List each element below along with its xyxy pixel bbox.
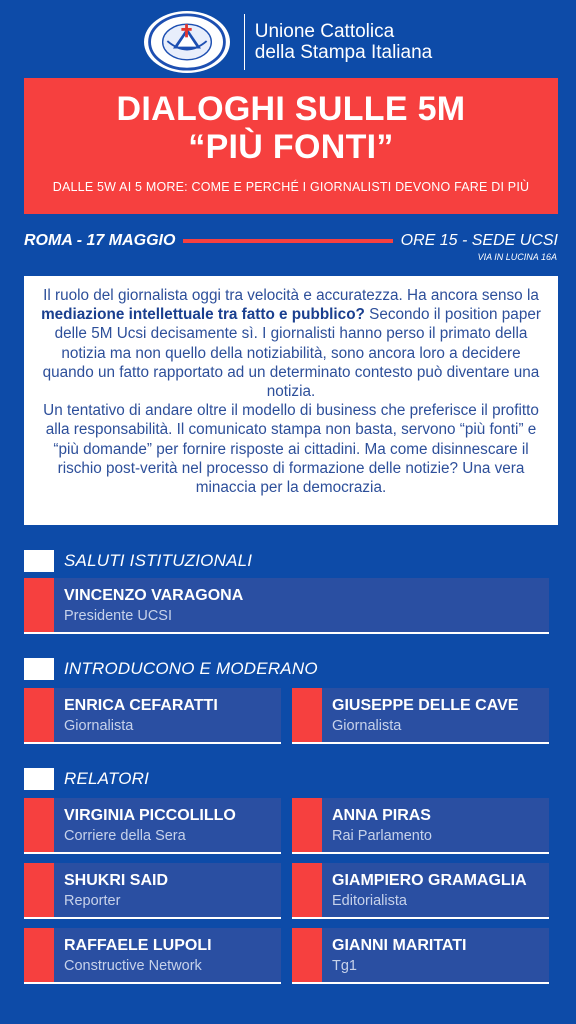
event-address: VIA IN LUCINA 16A (477, 252, 557, 262)
header (0, 10, 576, 74)
header-separator (244, 14, 245, 70)
event-divider-line (183, 239, 392, 243)
org-name-line2: della Stampa Italiana (254, 42, 433, 63)
organization-name (255, 21, 432, 63)
speaker-card (292, 798, 549, 854)
section-marker (24, 658, 54, 680)
card-accent-bar (292, 798, 322, 852)
speaker-card (292, 863, 549, 919)
card-accent-bar (24, 578, 54, 632)
card-accent-bar (292, 863, 322, 917)
card-accent-bar (292, 688, 322, 742)
speaker-role: Giornalista (64, 718, 134, 734)
event-title-line1: DIALOGHI SULLE 5M (116, 90, 466, 128)
section-marker (24, 550, 54, 572)
speaker-card (292, 688, 549, 744)
speaker-name: ENRICA CEFARATTI (64, 697, 218, 714)
card-accent-bar (24, 688, 54, 742)
section-label: SALUTI ISTITUZIONALI (64, 551, 253, 570)
speaker-role: Giornalista (332, 718, 402, 734)
title-banner (24, 78, 558, 214)
speaker-name: RAFFAELE LUPOLI (64, 937, 212, 954)
speaker-role: Reporter (64, 893, 121, 909)
card-body (54, 688, 218, 742)
speaker-role: Tg1 (332, 958, 357, 974)
card-body (322, 928, 467, 982)
description-emphasis: mediazione intellettuale tra fatto e pubblico? (41, 306, 365, 324)
description-paragraph-2: Un tentativo di andare oltre il modello di business che preferisce il profitto alla responsabilità. Il comunicato stampa non basta, servono “più fonti” e “più domande” per fornire risposte ai cittadini. Ma come disinnescare il rischio post-verità nel processo di formazione delle notizie? Una vera minaccia per la democrazia. (43, 402, 539, 497)
card-accent-bar (24, 928, 54, 982)
speaker-role: Editorialista (332, 893, 407, 909)
ucsi-seal-logo-icon (144, 11, 230, 73)
card-accent-bar (24, 798, 54, 852)
card-body (322, 688, 518, 742)
speaker-name: ANNA PIRAS (332, 807, 431, 824)
description-box (24, 276, 558, 525)
event-title-line2: “PIÙ FONTI” (188, 128, 394, 166)
speaker-role: Rai Parlamento (332, 828, 432, 844)
section-moderators (24, 658, 558, 680)
speaker-role: Presidente UCSI (64, 608, 172, 624)
section-label: RELATORI (64, 769, 150, 788)
speaker-name: GIANNI MARITATI (332, 937, 467, 954)
card-body (322, 863, 527, 917)
speaker-card (292, 928, 549, 984)
event-time-place: ORE 15 - SEDE UCSI (400, 232, 558, 249)
description-paragraph-1 (34, 286, 548, 401)
speaker-role: Corriere della Sera (64, 828, 186, 844)
speaker-name: SHUKRI SAID (64, 872, 169, 889)
speaker-card (24, 688, 281, 744)
speaker-card (24, 578, 549, 634)
section-label: INTRODUCONO E MODERANO (64, 659, 318, 678)
card-body (322, 798, 432, 852)
speaker-card (24, 863, 281, 919)
speaker-name: GIUSEPPE DELLE CAVE (332, 697, 519, 714)
description-text: Secondo il position paper delle 5M Ucsi decisamente sì. I giornalisti hanno perso il primato della notizia ma non quello della notiziabilità, sono ancora loro a decidere quando un fatto rapportato ad un determinato contesto può diventare una notizia. (42, 306, 541, 401)
description-text: Il ruolo del giornalista oggi tra velocità e accuratezza. Ha ancora senso la (43, 287, 539, 304)
event-subtitle: DALLE 5W AI 5 MORE: COME E PERCHÉ I GIORNALISTI DEVONO FARE DI PIÙ (52, 180, 530, 194)
card-body (54, 928, 212, 982)
card-accent-bar (24, 863, 54, 917)
card-body (54, 578, 243, 632)
event-info-row (24, 230, 558, 252)
speaker-name: VINCENZO VARAGONA (64, 587, 244, 604)
speaker-card (24, 798, 281, 854)
speaker-card (24, 928, 281, 984)
card-accent-bar (292, 928, 322, 982)
section-speakers (24, 768, 558, 790)
speaker-role: Constructive Network (64, 958, 202, 974)
section-marker (24, 768, 54, 790)
speaker-name: GIAMPIERO GRAMAGLIA (332, 872, 527, 889)
section-welcome (24, 550, 558, 572)
card-body (54, 863, 168, 917)
speaker-name: VIRGINIA PICCOLILLO (64, 807, 236, 824)
card-body (54, 798, 236, 852)
org-name-line1: Unione Cattolica (254, 21, 395, 42)
event-date: ROMA - 17 MAGGIO (24, 232, 176, 249)
